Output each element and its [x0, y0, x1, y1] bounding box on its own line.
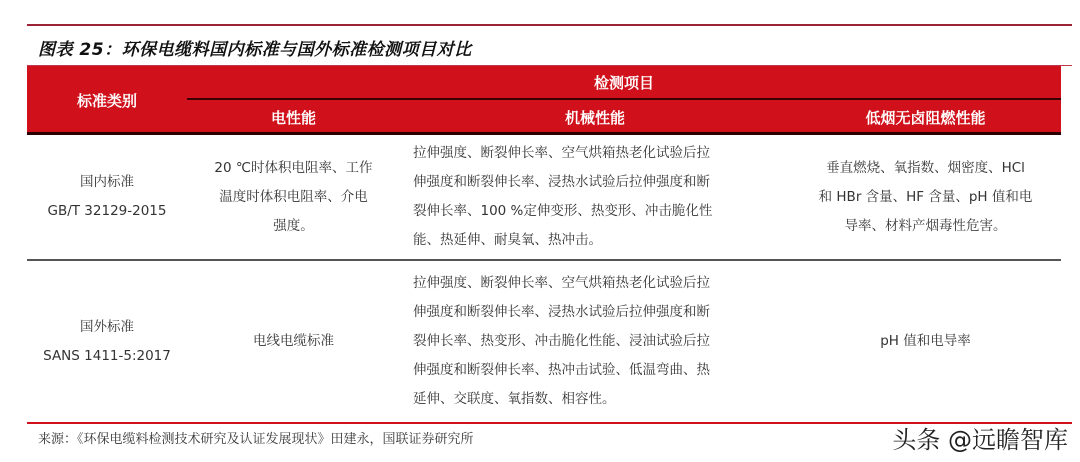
cell-line: 国内标准 [80, 174, 134, 190]
cell-line: 伸强度和断裂伸长率、浸热水试验后拉伸强度和断 [413, 174, 710, 190]
cell-line: 伸强度和断裂伸长率、热冲击试验、低温弯曲、热 [413, 362, 710, 378]
cell-line: pH 值和电导率 [880, 333, 971, 349]
header-electrical: 电性能 [270, 109, 316, 127]
cell-line: 拉伸强度、断裂伸长率、空气烘箱热老化试验后拉 [413, 275, 710, 291]
figure-title: 图表 25：环保电缆料国内标准与国外标准检测项目对比 [38, 40, 472, 60]
cell-line: 20 ℃时体积电阻率、工作 [214, 159, 373, 176]
cell-line: 伸强度和断裂伸长率、浸热水试验后拉伸强度和断 [413, 304, 710, 320]
header-rule [27, 132, 1061, 135]
cell-line: 温度时体积电阻率、介电 [219, 188, 368, 205]
header-flame: 低烟无卤阻燃性能 [865, 109, 986, 127]
watermark: 头条 @远瞻智库 [892, 426, 1068, 454]
cell-line: 裂伸长率、热变形、冲击脆化性能、浸油试验后拉 [413, 333, 710, 349]
source-note: 来源：《环保电缆料检测技术研究及认证发展现状》田建永，国联证券研究所 [38, 432, 474, 447]
cell-line: GB/T 32129-2015 [47, 203, 167, 219]
cell-line: 延伸、交联度、氧指数、相容性。 [413, 391, 616, 407]
cell-line: 国外标准 [80, 318, 134, 335]
cell-line: SANS 1411-5:2017 [43, 347, 171, 364]
table-header [27, 66, 1061, 133]
cell-electrical [187, 327, 400, 356]
cell-line: 裂伸长率、100 %定伸变形、热变形、冲击脆化性 [413, 203, 713, 219]
cell-flame [790, 327, 1061, 356]
header-mechanical: 机械性能 [564, 109, 625, 127]
cell-line: 能、热延伸、耐臭氧、热冲击。 [413, 232, 602, 248]
cell-mechanical [413, 269, 793, 414]
cell-line: 电线电缆标准 [253, 333, 334, 349]
header-divider [187, 98, 1061, 100]
cell-electrical [187, 154, 400, 241]
cell-mechanical [413, 139, 793, 255]
cell-line: 和 HBr 含量、HF 含量、pH 值和电 [818, 188, 1033, 205]
header-category: 标准类别 [76, 92, 137, 110]
cell-line: 导率、材料产烟毒性危害。 [844, 217, 1007, 234]
cell-line: 强度。 [273, 217, 314, 234]
top-rule [27, 24, 1072, 26]
cell-standard [27, 168, 187, 226]
cell-flame [790, 154, 1061, 241]
cell-line: 垂直燃烧、氧指数、烟密度、HCl [826, 159, 1025, 176]
cell-line: 拉伸强度、断裂伸长率、空气烘箱热老化试验后拉 [413, 145, 710, 161]
cell-standard [27, 313, 187, 371]
row-separator [27, 259, 1061, 261]
header-group: 检测项目 [593, 74, 654, 92]
